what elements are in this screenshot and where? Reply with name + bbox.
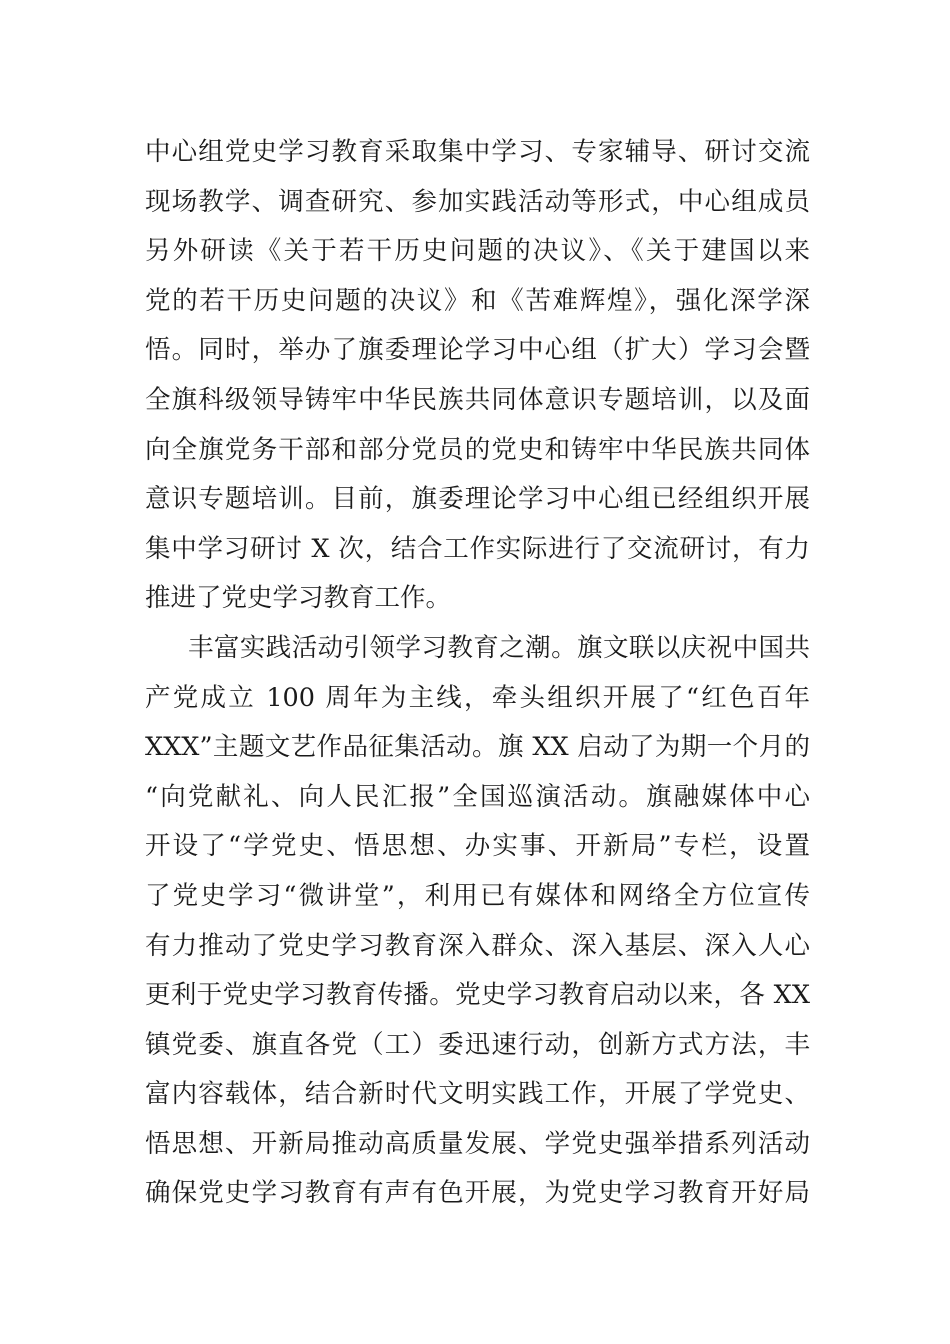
body-text bbox=[145, 128, 810, 1219]
text-line: XXX”主题文艺作品征集活动。旗 XX 启动了为期一个月的 bbox=[145, 732, 810, 763]
paragraph-1 bbox=[145, 128, 810, 624]
text-line: 悟思想、开新局推动高质量发展、学党史强举措系列活动 bbox=[145, 1128, 810, 1159]
text-line: 镇党委、旗直各党（工）委迅速行动，创新方式方法，丰 bbox=[145, 1029, 810, 1060]
text-line: 中心组党史学习教育采取集中学习、专家辅导、研讨交流 bbox=[145, 137, 810, 167]
text-line: 了党史学习“微讲堂”，利用已有媒体和网络全方位宣传 bbox=[145, 880, 810, 911]
text-line: 丰富实践活动引领学习教育之潮。旗文联以庆祝中国共 bbox=[188, 632, 810, 663]
text-line: 集中学习研讨 X 次，结合工作实际进行了交流研讨，有力 bbox=[145, 533, 810, 564]
text-line: 现场教学、调查研究、参加实践活动等形式，中心组成员 bbox=[145, 186, 810, 217]
text-line: 悟。同时，举办了旗委理论学习中心组（扩大）学习会暨 bbox=[145, 335, 810, 366]
text-line: 意识专题培训。目前，旗委理论学习中心组已经组织开展 bbox=[145, 484, 810, 515]
text-line: “向党献礼、向人民汇报”全国巡演活动。旗融媒体中心 bbox=[145, 781, 810, 812]
text-line: 开设了“学党史、悟思想、办实事、开新局”专栏，设置 bbox=[145, 831, 810, 862]
text-line: 确保党史学习教育有声有色开展，为党史学习教育开好局 bbox=[145, 1178, 810, 1209]
paragraph-2 bbox=[145, 624, 810, 1219]
text-line: 全旗科级领导铸牢中华民族共同体意识专题培训，以及面 bbox=[145, 384, 810, 415]
text-line: 党的若干历史问题的决议》和《苦难辉煌》，强化深学深 bbox=[145, 285, 810, 316]
text-line: 推进了党史学习教育工作。 bbox=[145, 583, 452, 614]
text-line: 向全旗党务干部和部分党员的党史和铸牢中华民族共同体 bbox=[145, 434, 810, 465]
text-line: 有力推动了党史学习教育深入群众、深入基层、深入人心 bbox=[145, 930, 810, 961]
text-line: 富内容载体，结合新时代文明实践工作，开展了学党史、 bbox=[145, 1079, 810, 1110]
text-line: 更利于党史学习教育传播。党史学习教育启动以来，各 XX bbox=[145, 980, 810, 1011]
text-line: 产党成立 100 周年为主线，牵头组织开展了“红色百年 bbox=[145, 682, 810, 713]
text-line: 另外研读《关于若干历史问题的决议》、《关于建国以来 bbox=[145, 236, 810, 267]
